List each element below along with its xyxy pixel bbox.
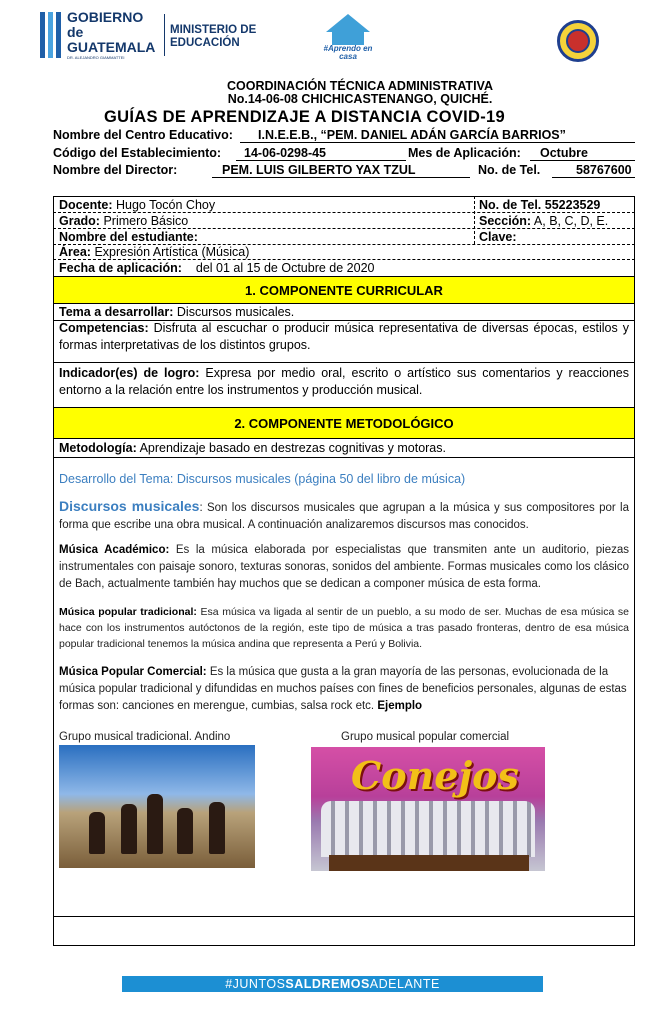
metodologia-row: Metodología: Aprendizaje basado en destrezas cognitivas y motoras. [59,441,446,455]
discursos-paragraph: Discursos musicales: Son los discursos musicales que agrupan a la música y sus compositores por la forma que escribe una obra musical. A continuación analizaremos discursos mas conocidos. [59,498,630,531]
director-value: PEM. LUIS GILBERTO YAX TZUL [212,163,470,178]
docente-row: Docente: Hugo Tocón Choy [59,198,216,212]
aprendo-en-casa-logo [318,14,378,64]
estudiante-label: Nombre del estudiante: [59,230,198,244]
conejos-logo: Conejos [351,753,519,798]
gobierno-bars-icon [40,12,61,58]
caption-left: Grupo musical tradicional. Andino [59,731,231,743]
gobierno-text: GOBIERNO de [67,8,144,40]
header-divider [164,14,165,56]
centro-label: Nombre del Centro Educativo: [53,128,233,142]
competencias-row: Competencias: Disfruta al escuchar o producir música representativa de diversas épocas, estilos y formas interpretativas de los distintos grupos. [59,321,629,352]
commercial-group-photo [311,747,545,871]
ministerio-line1: MINISTERIO DE [170,24,257,36]
footer-hashtag: #JUNTOSSALDREMOSADELANTE [122,976,543,992]
seccion-row: Sección: A, B, C, D, E. [479,214,609,228]
tradicional-paragraph: Música popular tradicional: Esa música va ligada al sentir de un pueblo, a su modo de ser. Muchas de esa música se hace con los instrumentos autóctonos de la región, este tipo de música a tras pasado fronteras, dentro de esa música popular tradicional tenemos la música andina que representa a Perú y Bolivia. [59,606,629,650]
director-label: Nombre del Director: [53,163,178,177]
ministerio-logo [170,24,256,50]
area-row: Área: Expresión Artística (Música) [59,245,250,259]
aprendo-text: #Aprendo en casa [323,44,373,61]
gobierno-subtext: DR. ALEJANDRO GIAMMATTEI [67,54,125,60]
indicador-row: Indicador(es) de logro: Expresa por medio oral, escrito o artístico sus comentarios y reacciones entorno a la relación entre los instrumentos y producción musical. [59,366,629,397]
director-tel-value: 58767600 [552,163,635,178]
codigo-label: Código del Establecimiento: [53,146,222,160]
desarrollo-heading: Desarrollo del Tema: Discursos musicales (página 50 del libro de música) [59,472,466,486]
house-roof-icon [326,14,370,32]
grado-row: Grado: Primero Básico [59,214,189,228]
ministerio-line2: EDUCACIÓN [170,37,240,49]
academico-paragraph: Música Académico: Es la música elaborada por especialistas que transmiten ante un auditorio, piezas instrumentales con paisaje sonoro, texturas sonoras, sonidos del ambiente. Formas musicales como los clásico de Bach, actualmente también hay muchos que se dedican a componer música de esta forma. [59,544,629,590]
table-divider [474,196,475,244]
tema-row: Tema a desarrollar: Discursos musicales. [59,305,295,319]
centro-value: I.N.E.E.B., “PEM. DANIEL ADÁN GARCÍA BARRIOS” [240,128,635,143]
gobierno-logo [40,10,160,60]
codigo-value: 14-06-0298-45 [236,146,406,161]
caption-right: Grupo musical popular comercial [341,731,510,743]
marimba-icon [329,855,529,871]
comercial-paragraph: Música Popular Comercial: Es la música que gusta a la gran mayoría de las personas, evolucionada de la música popular tradicional y difundidas en muchos países con fines de beneficios personales, algunas de estas formas son: canciones en merengue, cumbias, salsa rock etc. Ejemplo [59,666,627,712]
director-tel-label: No. de Tel. [478,163,541,177]
componente-metodologico-header: 2. COMPONENTE METODOLÓGICO [53,407,635,439]
clave-label: Clave: [479,230,517,244]
page-title: GUÍAS DE APRENDIZAJE A DISTANCIA COVID-19 [104,108,506,126]
ejemplo-label: Ejemplo [377,700,423,712]
title-numero: No.14-06-08 CHICHICASTENANGO, QUICHÉ. [227,92,493,106]
componente-curricular-header: 1. COMPONENTE CURRICULAR [53,276,635,304]
school-seal-icon [557,20,599,62]
guatemala-text: GUATEMALA [67,38,156,55]
andean-group-photo [59,745,255,868]
mes-label: Mes de Aplicación: [408,146,521,160]
docente-tel: No. de Tel. 55223529 [479,198,601,212]
title-coordinacion: COORDINACIÓN TÉCNICA ADMINISTRATIVA [227,79,493,93]
fecha-row: Fecha de aplicación: del 01 al 15 de Octubre de 2020 [59,261,375,275]
mes-value: Octubre [530,146,635,161]
house-body-icon [332,31,364,45]
